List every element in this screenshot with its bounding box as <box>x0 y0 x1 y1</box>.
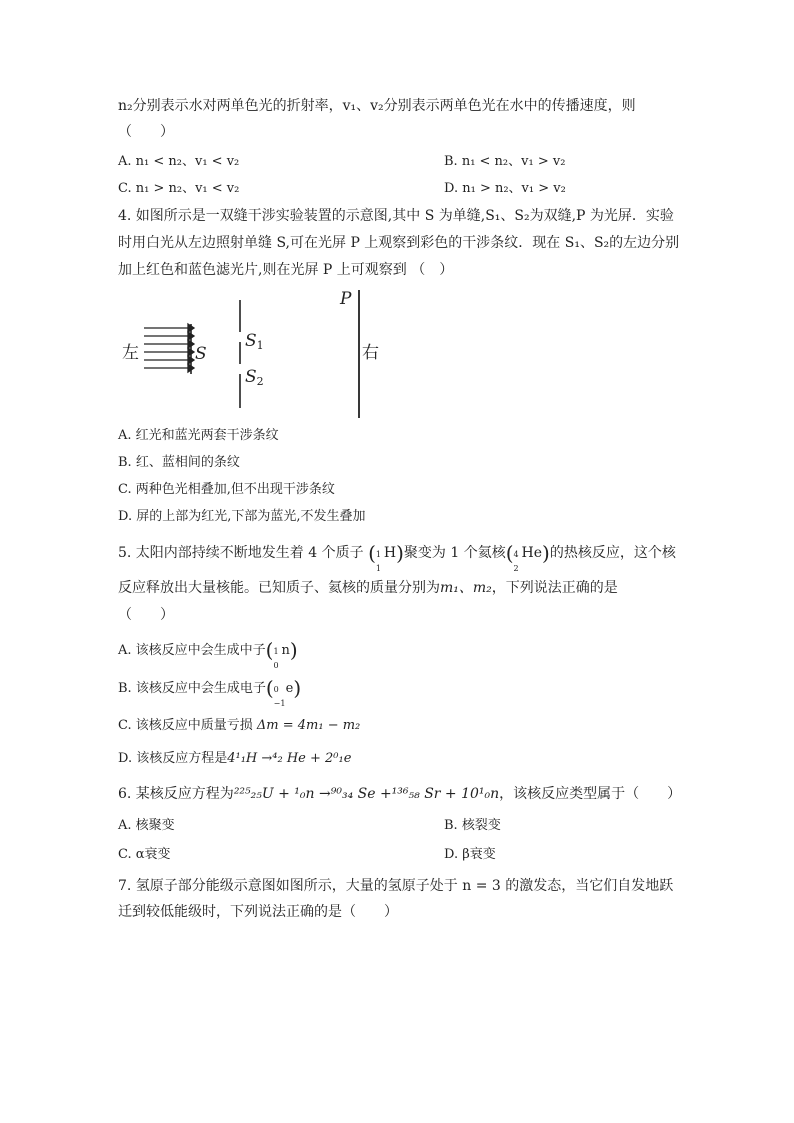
q4-option-a[interactable]: A. 红光和蓝光两套干涉条纹 <box>118 428 279 443</box>
light-arrows <box>144 324 194 372</box>
fission-equation: ²²⁵₂₅U + ¹₀n →⁹⁰₃₄ Se +¹³⁶₅₈ Sr + 10¹₀n <box>233 786 500 802</box>
q3-option-a[interactable]: A. n₁ < n₂、v₁ < v₂ <box>118 154 240 169</box>
s1-label: S1 <box>245 331 264 352</box>
q4-stem-line2: 时用白光从左边照射单缝 S,可在光屏 P 上观察到彩色的干涉条纹．现在 S₁、S₂的左边分别 <box>118 235 680 251</box>
q5-blank: （ ） <box>118 607 174 623</box>
electron-symbol: e <box>285 681 294 696</box>
q5-stem-line1: 5. 太阳内部持续不断地发生着 4 个质子 ( 1 1 H)聚变为 1 个氦核( 4 2 He)的热核反应，这个核 <box>118 541 676 573</box>
fusion-equation: 4¹₁H →⁴₂ He + 2⁰₁e <box>227 751 352 766</box>
q6-option-b[interactable]: B. 核裂变 <box>444 818 501 833</box>
q4-option-b[interactable]: B. 红、蓝相间的条纹 <box>118 455 240 470</box>
q6-option-a[interactable]: A. 核聚变 <box>118 818 175 833</box>
q6-stem: 6. 某核反应方程为²²⁵₂₅U + ¹₀n →⁹⁰₃₄ Se +¹³⁶₅₈ Sr + 10¹₀n，该核反应类型属于（ ） <box>118 786 682 802</box>
q5-option-b[interactable]: B. 该核反应中会生成电子( 0 −1 e) <box>118 676 302 708</box>
q4-option-d[interactable]: D. 屏的上部为红光,下部为蓝光,不发生叠加 <box>118 509 366 524</box>
helium-symbol: He <box>521 545 543 561</box>
q5-option-a[interactable]: A. 该核反应中会生成中子( 1 0 n) <box>118 638 298 670</box>
q4-stem-line1: 4. 如图所示是一双缝干涉实验装置的示意图,其中 S 为单缝,S₁、S₂为双缝,P 为光屏．实验 <box>118 208 674 224</box>
q3-option-b[interactable]: B. n₁ < n₂、v₁ > v₂ <box>444 154 566 169</box>
q3-option-d[interactable]: D. n₁ > n₂、v₁ > v₂ <box>444 181 566 196</box>
q3-option-c[interactable]: C. n₁ > n₂、v₁ < v₂ <box>118 181 240 196</box>
q6-option-c[interactable]: C. α衰变 <box>118 847 171 862</box>
q4-option-c[interactable]: C. 两种色光相叠加,但不出现干涉条纹 <box>118 482 335 497</box>
s-label: S <box>195 344 207 364</box>
q3-stem: n₂分别表示水对两单色光的折射率，v₁、v₂分别表示两单色光在水中的传播速度，则 <box>118 98 636 114</box>
q5-option-d[interactable]: D. 该核反应方程是4¹₁H →⁴₂ He + 2⁰₁e <box>118 751 352 766</box>
left-label: 左 <box>122 343 139 363</box>
q6-option-d[interactable]: D. β衰变 <box>444 847 496 862</box>
mass-defect-formula: Δm = 4m₁ − m₂ <box>256 718 361 733</box>
double-slit-figure <box>118 288 398 420</box>
q4-stem-line3: 加上红色和蓝色滤光片,则在光屏 P 上可观察到 （ ） <box>118 262 454 278</box>
proton-symbol: H <box>383 545 397 561</box>
q5-option-c[interactable]: C. 该核反应中质量亏损 Δm = 4m₁ − m₂ <box>118 718 361 733</box>
neutron-symbol: n <box>281 643 290 658</box>
q3-blank: （ ） <box>118 124 174 140</box>
right-label: 右 <box>362 343 379 363</box>
mass-symbols: m₁、m₂ <box>440 580 492 596</box>
s2-label: S2 <box>245 367 264 388</box>
q5-stem-line2: 反应释放出大量核能。已知质子、氦核的质量分别为m₁、m₂，下列说法正确的是 <box>118 580 618 596</box>
q7-stem-line1: 7. 氢原子部分能级示意图如图所示，大量的氢原子处于 n = 3 的激发态，当它们自发地跃 <box>118 878 674 894</box>
p-label: P <box>340 289 352 309</box>
q7-stem-line2: 迁到较低能级时，下列说法正确的是（ ） <box>118 904 398 920</box>
